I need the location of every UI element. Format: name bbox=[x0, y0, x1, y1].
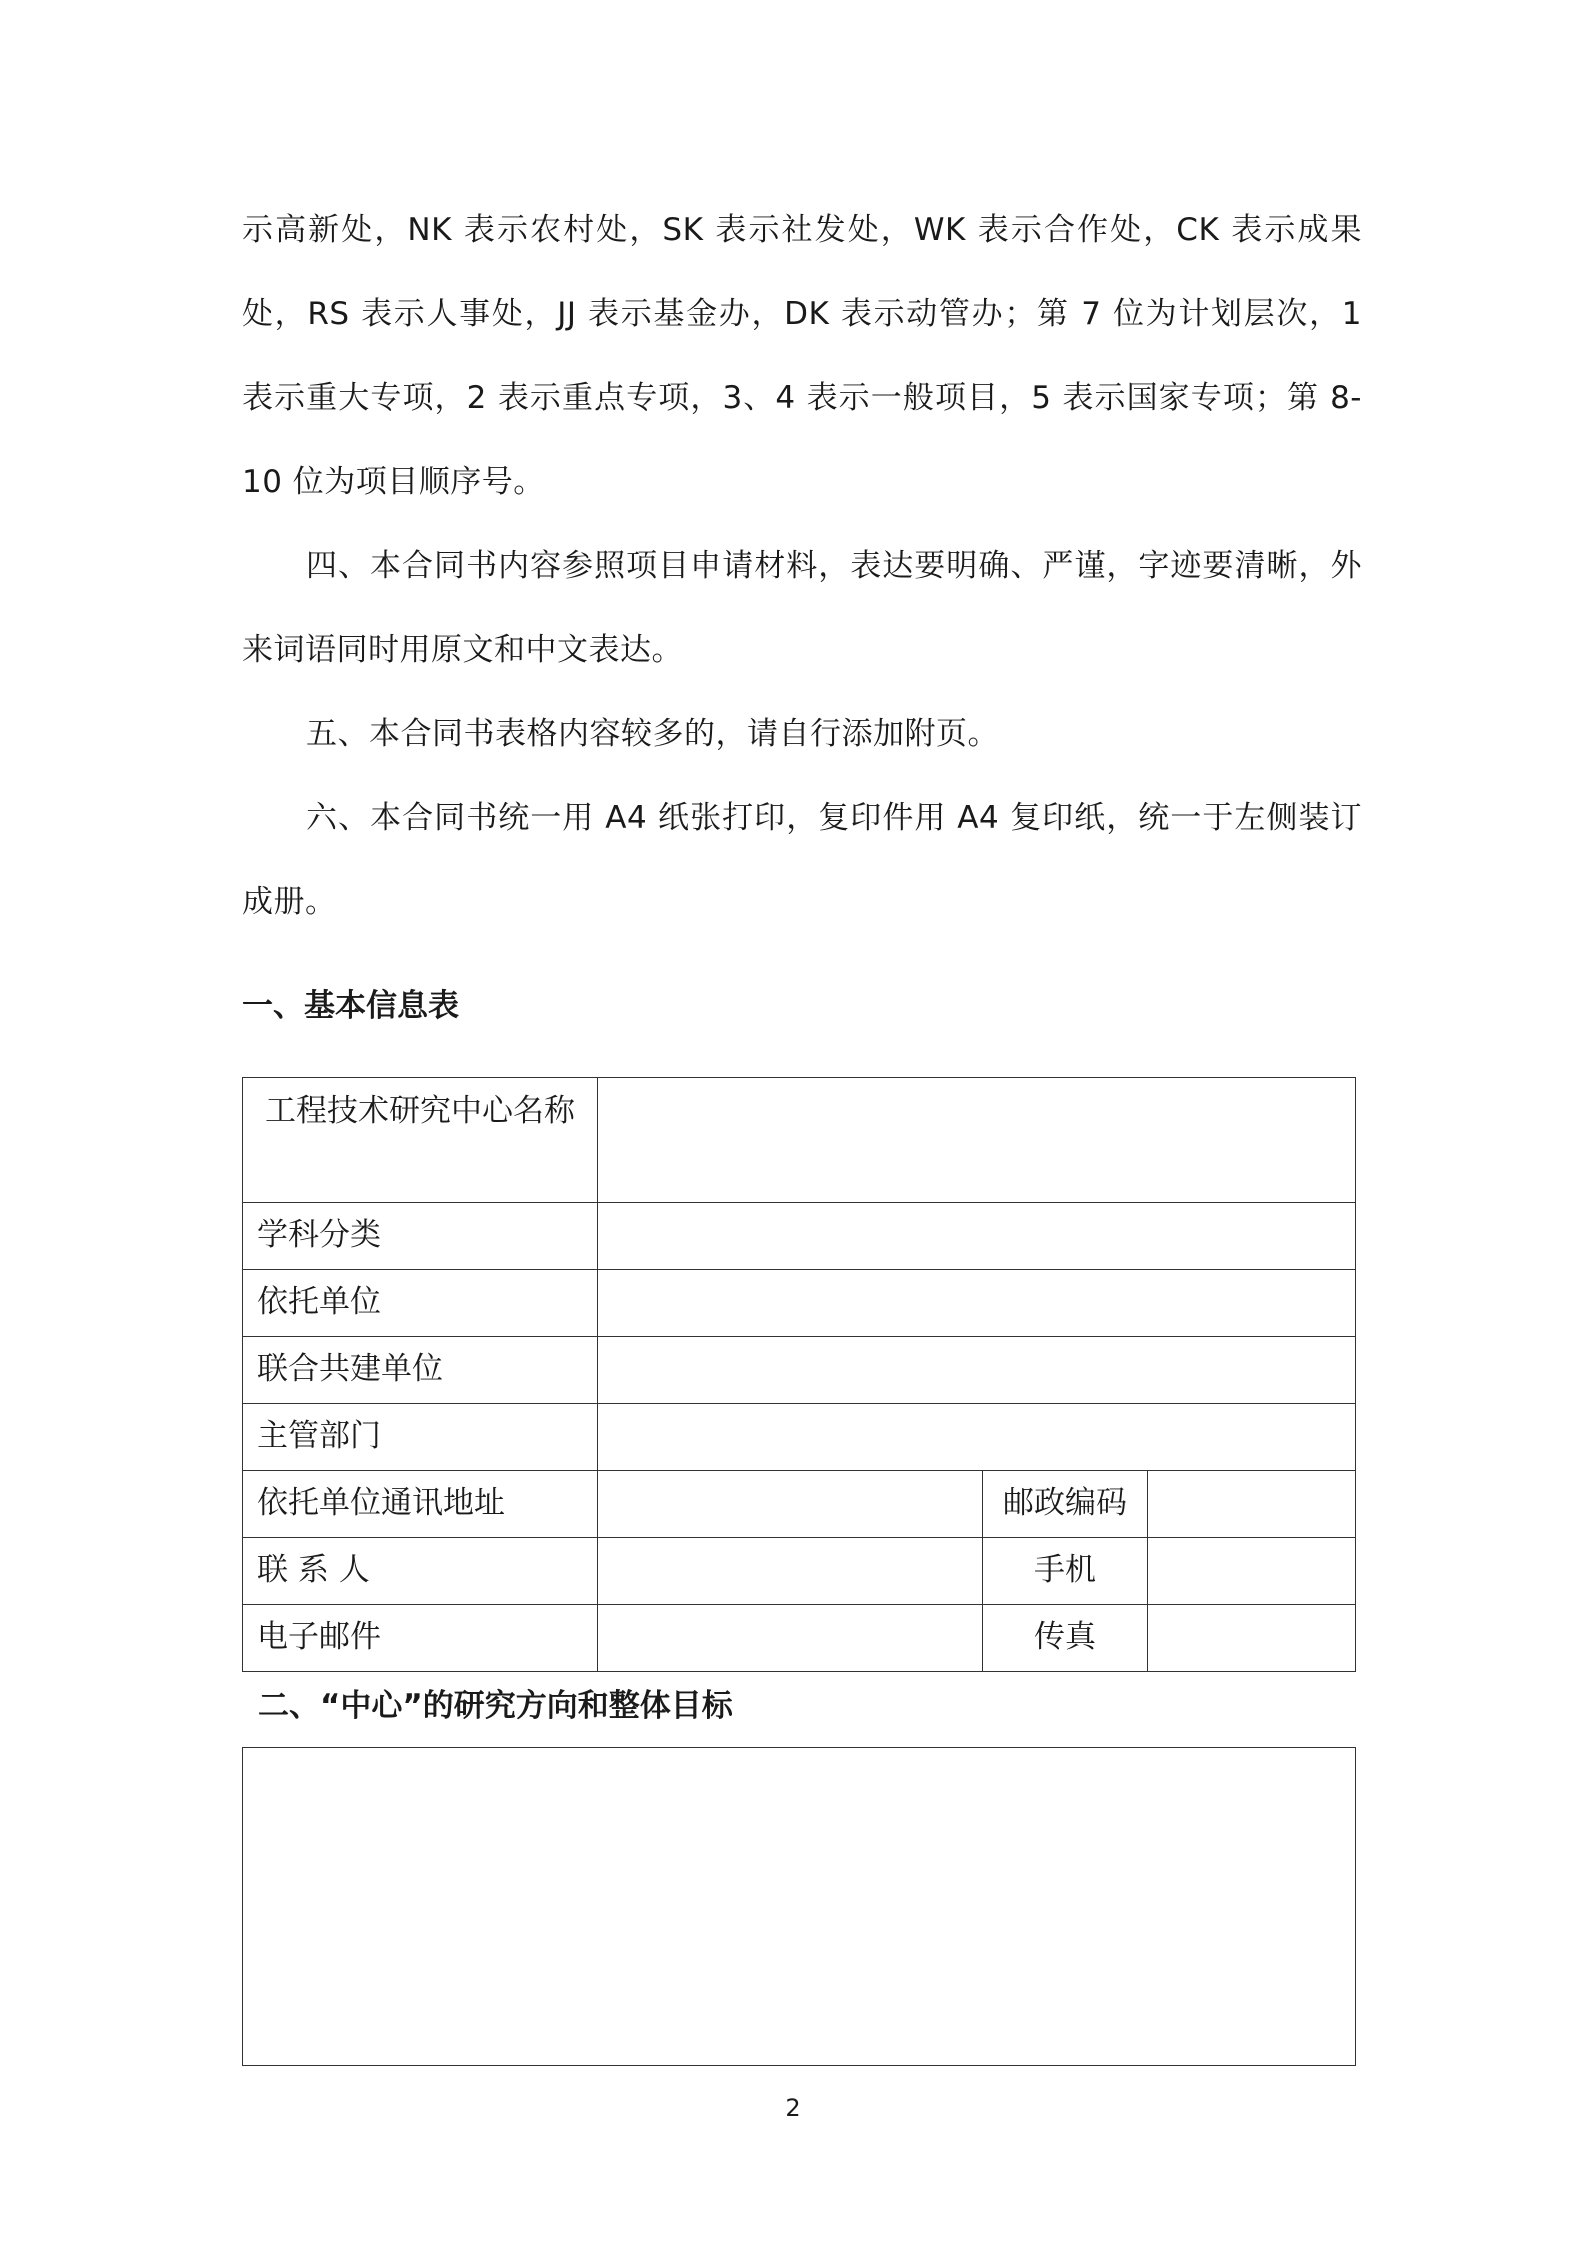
table-row bbox=[243, 1203, 1356, 1270]
field-postcode[interactable] bbox=[1148, 1471, 1356, 1538]
label-fax: 传真 bbox=[983, 1605, 1148, 1672]
research-direction-box[interactable] bbox=[242, 1747, 1356, 2066]
page-number: 2 bbox=[785, 2094, 801, 2122]
section-title-basic-info: 一、基本信息表 bbox=[242, 988, 459, 1024]
label-discipline: 学科分类 bbox=[243, 1203, 598, 1270]
table-row bbox=[243, 1404, 1356, 1471]
table-row bbox=[243, 1538, 1356, 1605]
paragraph-item-6: 六、本合同书统一用 A4 纸张打印，复印件用 A4 复印纸，统一于左侧装订成册。 bbox=[242, 800, 1362, 920]
table-row bbox=[243, 1605, 1356, 1672]
table-row bbox=[243, 1337, 1356, 1404]
label-mobile: 手机 bbox=[983, 1538, 1148, 1605]
section-title-research-direction: 二、“中心”的研究方向和整体目标 bbox=[258, 1688, 733, 1724]
field-fax[interactable] bbox=[1148, 1605, 1356, 1672]
label-contact: 联 系 人 bbox=[243, 1538, 598, 1605]
field-contact[interactable] bbox=[598, 1538, 983, 1605]
field-address[interactable] bbox=[598, 1471, 983, 1538]
field-co-build-unit[interactable] bbox=[598, 1337, 1356, 1404]
field-email[interactable] bbox=[598, 1605, 983, 1672]
label-authority: 主管部门 bbox=[243, 1404, 598, 1471]
table-row bbox=[243, 1078, 1356, 1203]
basic-info-table bbox=[242, 1077, 1356, 1672]
field-authority[interactable] bbox=[598, 1404, 1356, 1471]
label-host-unit: 依托单位 bbox=[243, 1270, 598, 1337]
label-email: 电子邮件 bbox=[243, 1605, 598, 1672]
field-center-name[interactable] bbox=[598, 1078, 1356, 1203]
field-mobile[interactable] bbox=[1148, 1538, 1356, 1605]
paragraph-code-explanation: 示高新处，NK 表示农村处，SK 表示社发处，WK 表示合作处，CK 表示成果处，RS 表示人事处，JJ 表示基金办，DK 表示动管办；第 7 位为计划层次，1 表示重大专项，2 表示重点专项，3、4 表示一般项目，5 表示国家专项；第 8-10 位为项目顺序号。 bbox=[242, 212, 1362, 500]
field-host-unit[interactable] bbox=[598, 1270, 1356, 1337]
label-postcode: 邮政编码 bbox=[983, 1471, 1148, 1538]
label-center-name: 工程技术研究中心名称 bbox=[243, 1078, 598, 1203]
label-co-build-unit: 联合共建单位 bbox=[243, 1337, 598, 1404]
paragraph-item-5: 五、本合同书表格内容较多的，请自行添加附页。 bbox=[306, 716, 999, 752]
label-address: 依托单位通讯地址 bbox=[243, 1471, 598, 1538]
field-discipline[interactable] bbox=[598, 1203, 1356, 1270]
paragraph-item-4: 四、本合同书内容参照项目申请材料，表达要明确、严谨，字迹要清晰，外来词语同时用原文和中文表达。 bbox=[242, 548, 1362, 668]
table-row bbox=[243, 1471, 1356, 1538]
table-row bbox=[243, 1270, 1356, 1337]
